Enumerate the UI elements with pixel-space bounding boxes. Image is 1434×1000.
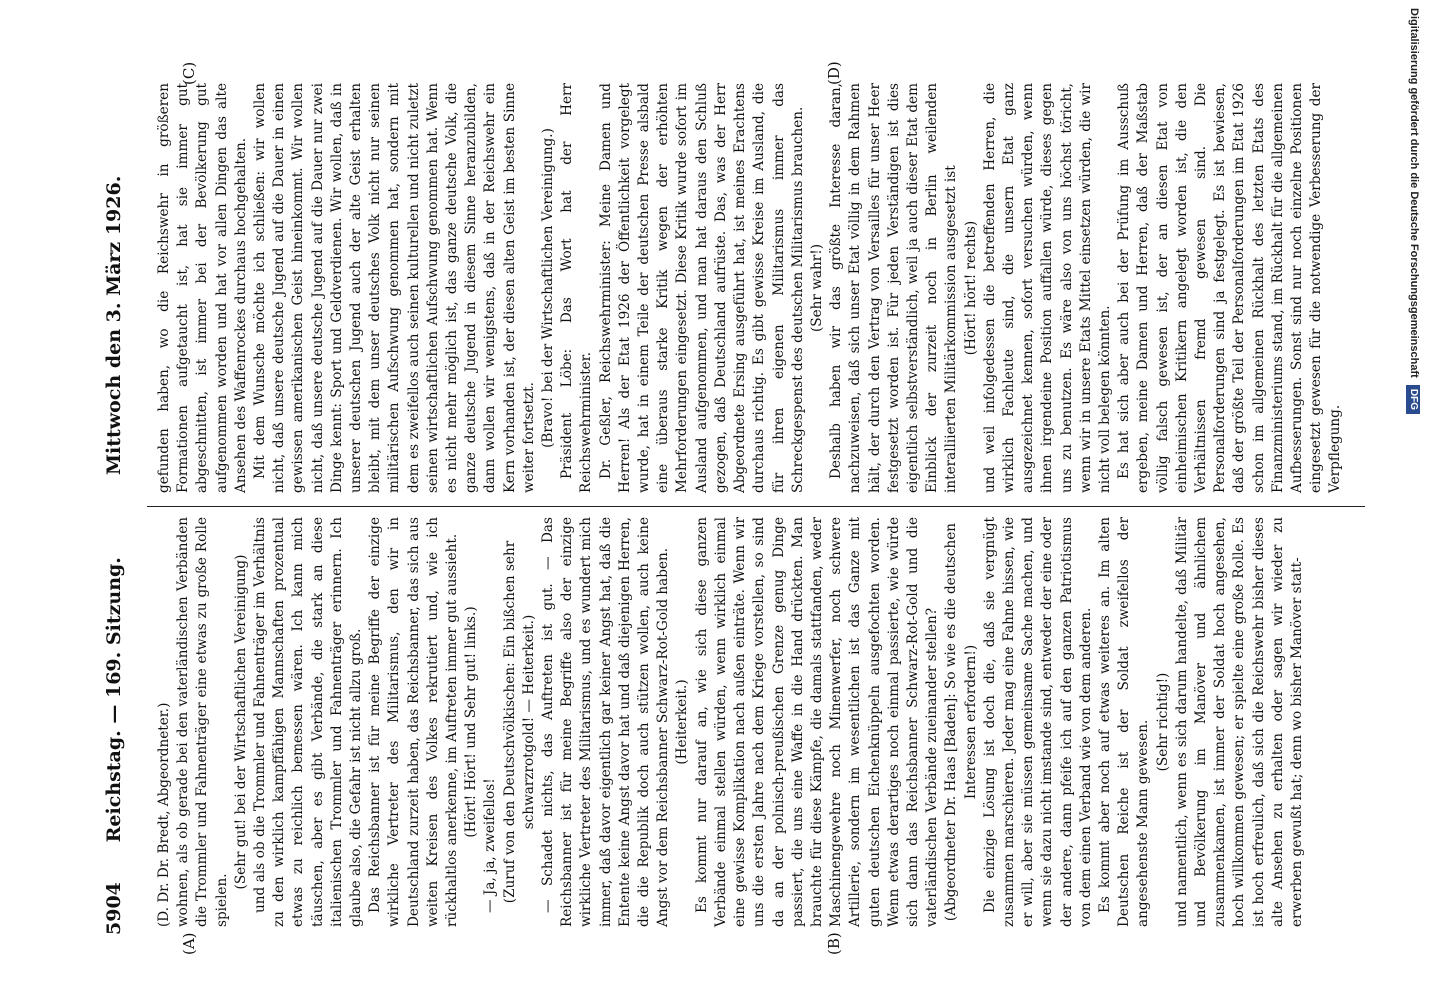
interjection: (Zuruf von den Deutschvölkischen: Ein bißchen sehr schwarzrotgold! — Heiterkeit.) [501, 540, 537, 904]
session-date: Mittwoch den 3. März 1926. [103, 175, 125, 475]
interjection: (Hört! hört! rechts) [962, 220, 979, 356]
left-text-column [155, 517, 1307, 927]
paragraph: Es hat sich aber auch bei der Prüfung im Ausschuß ergeben, meine Damen und Herren, daß der Maßstab völlig falsch gewesen ist, der an diesen Etat von einheimischen Kritikern angelegt worden ist, die den Verhältnissen fremd gewesen sind. Die Personalforderungen sind ja festgelegt. Es ist bewiesen, daß der größte Teil der Personalforderungen im Etat 1926 schon im allgemeinen Rückhalt des letzten Etats des Finanzministeriums stand, im Rückhalt für die allgemeinen Aufbesserungen. Sonst sind nur noch einzelne Positionen eingesetzt gewesen für die notwendige Verbesserung der Verpflegung. [1116, 83, 1344, 493]
interjection: (Sehr gut! bei der Wirtschaftlichen Vereinigung) [232, 554, 249, 890]
interjection: (Hört! Hört! und Sehr gut! links.) [463, 606, 480, 838]
paragraph: gefunden haben, wo die Reichswehr in größeren Formationen aufgetaucht ist, hat sie immer gut abgeschnitten, ist immer bei der Bevölkerung gut aufgenommen worden und hat vor allen Dingen das alte Ansehen des Waffenrockes durchaus hochgehalten. [156, 83, 249, 493]
interjection: (Abgeordneter Dr. Haas [Baden]: So wie es die deutschen Interessen erfordern!) [943, 522, 979, 922]
paragraph: — Schadet nichts, das Auftreten ist gut. — Das Reichsbanner ist für meine Begriffe also der einzige wirkliche Vertreter des Militarismus, und es wundert mich immer, daß davor eigentlich gar keiner Angst hat, daß die Entente keine Angst davor hat und daß diejenigen Herren, die die Republik doch auch stützen wollen, auch keine Angst vor dem Reichsbanner Schwarz-Rot-Gold haben. [540, 517, 672, 927]
page-header-right [103, 176, 125, 475]
margin-mark-c: (C) [180, 61, 198, 85]
paragraph: Dr. Geßler, Reichswehrminister: Meine Damen und Herren! Als der Etat 1926 der Öffentlichkeit vorgelegt wurde, hat in einem Teile der deutschen Presse alsbald eine überaus starke Kritik wegen der erhöhten Mehrforderungen eingesetzt. Diese Kritik wurde sofort im Ausland aufgenommen, und man hat daraus den Schluß gezogen, daß Deutschland aufrüste. Das, was der Herr Abgeordnete Ersing ausgeführt hat, ist meines Erachtens durchaus richtig. Es gibt gewisse Kreise im Ausland, die für ihren eigenen Militarismus immer das Schreckgespenst des deutschen Militarismus brauchen. [597, 83, 806, 493]
rotated-page [85, 55, 1385, 955]
paragraph: Es kommt nur darauf an, wie sich diese ganzen Verbände einmal stellen würden, wenn wirklich einmal eine gewisse Komplikation nach außen einträte. Wenn wir uns die ersten Jahre nach dem Kriege vorstellen, so sind da an der polnisch-preußischen Grenze genug Dinge passiert, die uns eine Waffe in die Hand drückten. Man brauchte für diese Kämpfe, die damals stattfanden, weder Maschinengewehre noch Minenwerfer, noch schwere Artillerie, sondern im wesentlichen ist das Ganze mit guten deutschen Eichenknüppeln ausgefochten worden. Wenn etwas derartiges noch einmal passierte, wie würde sich dann das Reichsbanner Schwarz-Rot-Gold und die vaterländischen Verbände zueinander stellen? [693, 517, 941, 927]
paragraph: Das Reichsbanner ist für meine Begriffe der einzige wirkliche Vertreter des Militarismus, den wir in Deutschland zurzeit haben, das Reichsbanner, das sich aus weiten Kreisen des Volkes rekrutiert und, wie ich rückhaltlos anerkenne, im Auftreten immer gut aussieht. [367, 517, 461, 927]
digitization-footer [1400, 8, 1428, 992]
right-text-column [155, 83, 1346, 493]
interjection: (Sehr wahr!) [808, 244, 825, 332]
interjection: (Bravo! bei der Wirtschaftlichen Vereinigung.) [540, 128, 557, 448]
paragraph: und als ob die Trommler und Fahnenträger im Verhältnis zu den wirklich kampffähigen Mannschaften prozentual etwas zu reichlich bemessen wären. Ich kann mich täuschen, aber es gibt Verbände, die stark an diese italienischen Trommler und Fahnenträger erinnern. Ich glaube also, die Gefahr ist nicht allzu groß. [252, 517, 365, 927]
margin-mark-b: (B) [825, 932, 843, 955]
paragraph: Deshalb haben wir das größte Interesse daran, nachzuweisen, daß sich unser Etat völlig in dem Rahmen hält, der durch den Vertrag von Versailles für unser Heer festgesetzt worden ist. Für jeden Verständigen ist dies eigentlich selbstverständlich, weil ja auch dieser Etat dem Einblick der zurzeit noch in Berlin weilenden interalliierten Militärkommission ausgesetzt ist [828, 83, 960, 493]
paragraph: wohnen, als ob gerade bei den vaterländischen Verbänden die Trommler und Fahnenträger eine etwas zu große Rolle spielen. [175, 517, 230, 927]
session-title: Reichstag. — 169. Sitzung. [103, 557, 125, 843]
page-header-left [103, 557, 125, 935]
column-divider [147, 506, 1365, 507]
page-number: 5904 [103, 882, 125, 935]
paragraph: und weil infolgedessen die betreffenden Herren, die wirklich Fachleute sind, die unsern Etat ganz ausgezeichnet kennen, sofort versuchen würden, wenn ihnen irgendeine Position auffallen würde, dieses gegen uns zu benutzen. Es wäre also von uns höchst töricht, wenn wir in unsere Etats Mittel einsetzen würden, die wir nicht voll belegen könnten. [981, 83, 1113, 493]
interjection: (Sehr richtig!) [1154, 672, 1171, 772]
paragraph: und namentlich, wenn es sich darum handelte, daß Militär und Bevölkerung im Manöver und ähnlichem zusammenkamen, ist immer der Soldat hoch angesehen, hoch willkommen gewesen; er spielte eine große Rolle. Es ist hoch erfreulich, daß sich die Reichswehr bisher dieses alte Ansehen zu erhalten oder sagen wir wieder zu erwerben gewußt hat; denn wo bisher Manöver statt- [1173, 517, 1305, 927]
margin-mark-a: (A) [180, 932, 198, 955]
paragraph: Präsident Löbe: Das Wort hat der Herr Reichswehrminister. [559, 83, 595, 493]
interjection: (Heiterkeit.) [674, 679, 691, 765]
paragraph: Mit dem Wunsche möchte ich schließen: wir wollen nicht, daß unsere deutsche Jugend auf die Dauer in einen gewissen amerikanischen Geist hineinkommt. Wir wollen nicht, daß unsere deutsche Jugend auf die Dauer nur zwei Dinge kennt: Sport und Geldverdienen. Wir wollen, daß in unserer deutschen Jugend auch der alte Geist erhalten bleibt, mit dem unser deutsches Volk nicht nur seinen militärischen Aufschwung genommen hat, sondern mit dem es zweifellos auch seinen kulturellen und nicht zuletzt seinen wirtschaftlichen Aufschwung genommen hat. Wenn es nicht mehr möglich ist, das ganze deutsche Volk, die ganze deutsche Jugend in diesem Sinne heranzubilden, dann wollen wir wenigstens, daß in der Reichswehr ein Kern vorhanden ist, der diesen alten Geist im besten Sinne weiter fortsetzt. [252, 83, 537, 493]
footer-credit: Digitalisierung gefördert durch die Deutsche Forschungsgemeinschaft [1408, 8, 1420, 378]
paragraph: (D. Dr. Dr. Bredt, Abgeordneter.) [156, 702, 172, 927]
dfg-logo: DFG [1406, 385, 1420, 414]
margin-mark-d: (D) [825, 61, 843, 85]
paragraph: Die einzige Lösung ist doch die, daß sie vergnügt zusammen marschieren. Jeder mag eine Fahne hissen, wie er will, aber sie müssen gemeinsame Sache machen, und wenn sie dazu nicht imstande sind, entweder der eine oder der andere, dann pfeife ich auf den ganzen Patriotismus von dem einen Verband wie von dem anderen. [981, 517, 1094, 927]
paragraph: — Ja, ja, zweifellos! [482, 778, 499, 913]
paragraph: Es kommt aber noch auf etwas weiteres an. Im alten Deutschen Reiche ist der Soldat zweifellos der angesehenste Mann gewesen. [1096, 517, 1152, 927]
